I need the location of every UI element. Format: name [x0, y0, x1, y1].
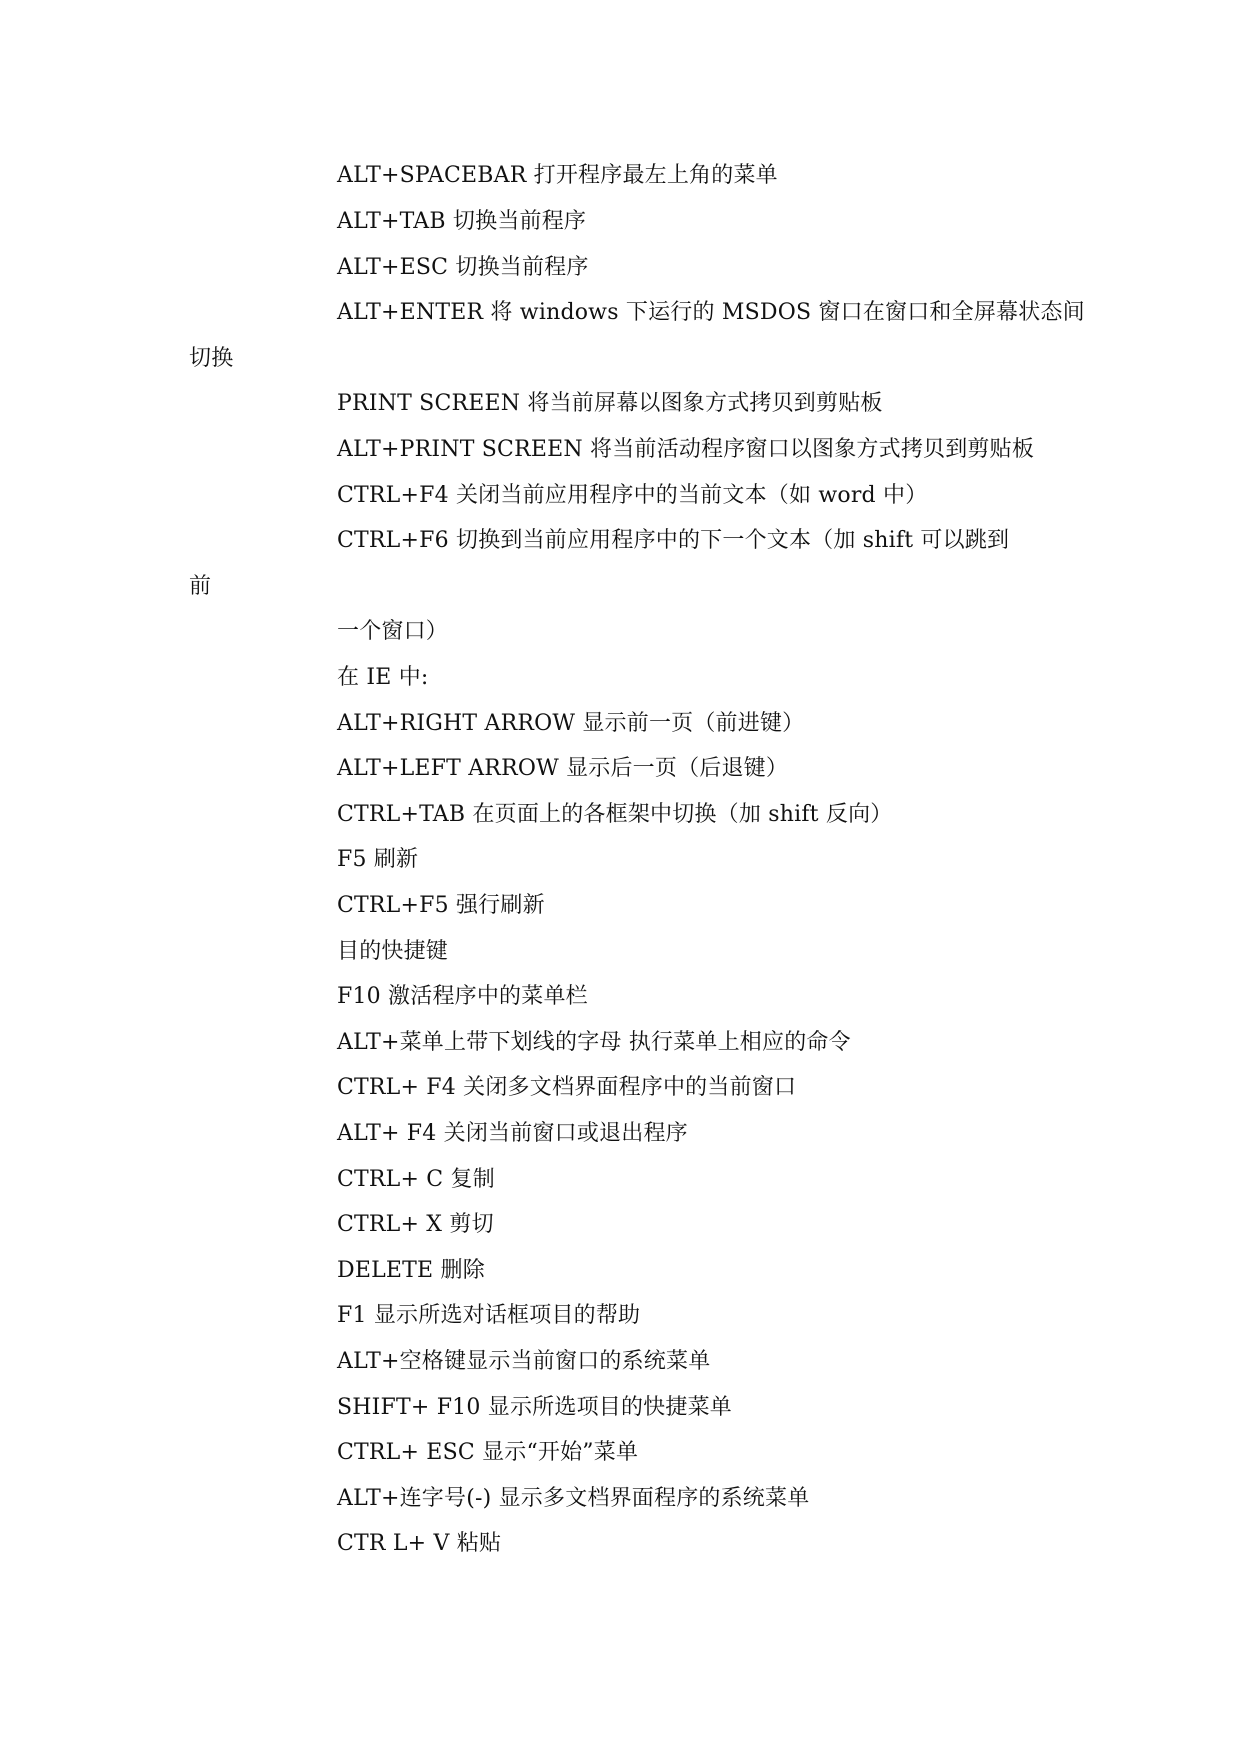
text-line: 一个窗口） [337, 619, 449, 644]
text-line: ALT+菜单上带下划线的字母 执行菜单上相应的命令 [337, 1030, 851, 1055]
text-line: ALT+连字号(-) 显示多文档界面程序的系统菜单 [337, 1486, 810, 1511]
text-line: F5 刷新 [337, 847, 419, 872]
text-line: SHIFT+ F10 显示所选项目的快捷菜单 [337, 1395, 732, 1420]
text-line: 目的快捷键 [337, 939, 449, 964]
text-line: ALT+PRINT SCREEN 将当前活动程序窗口以图象方式拷贝到剪贴板 [337, 437, 1035, 462]
text-line: DELETE 删除 [337, 1258, 485, 1283]
text-line: CTRL+TAB 在页面上的各框架中切换（加 shift 反向） [337, 802, 893, 827]
text-line: ALT+ F4 关闭当前窗口或退出程序 [337, 1121, 688, 1146]
text-line: ALT+ENTER 将 windows 下运行的 MSDOS 窗口在窗口和全屏幕状态间 [337, 300, 1085, 325]
text-line: CTRL+ F4 关闭多文档界面程序中的当前窗口 [337, 1075, 797, 1100]
text-line: PRINT SCREEN 将当前屏幕以图象方式拷贝到剪贴板 [337, 391, 883, 416]
text-line: CTRL+F6 切换到当前应用程序中的下一个文本（加 shift 可以跳到 [337, 528, 1010, 553]
text-line: 前 [189, 574, 212, 599]
text-line: F10 激活程序中的菜单栏 [337, 984, 588, 1009]
text-line: CTRL+F5 强行刷新 [337, 893, 545, 918]
text-line: ALT+LEFT ARROW 显示后一页（后退键） [337, 756, 789, 781]
text-line: F1 显示所选对话框项目的帮助 [337, 1303, 641, 1328]
text-line: CTRL+F4 关闭当前应用程序中的当前文本（如 word 中） [337, 483, 928, 508]
text-line: ALT+RIGHT ARROW 显示前一页（前进键） [337, 711, 805, 736]
text-line: ALT+ESC 切换当前程序 [337, 255, 589, 280]
text-line: ALT+SPACEBAR 打开程序最左上角的菜单 [337, 163, 778, 188]
text-line: 在 IE 中: [337, 665, 429, 690]
text-line: CTRL+ C 复制 [337, 1167, 495, 1192]
text-line: ALT+TAB 切换当前程序 [337, 209, 587, 234]
text-line: CTRL+ X 剪切 [337, 1212, 494, 1237]
text-line: CTR L+ V 粘贴 [337, 1531, 502, 1556]
text-line: ALT+空格键显示当前窗口的系统菜单 [337, 1349, 711, 1374]
text-line: 切换 [189, 346, 234, 371]
text-line: CTRL+ ESC 显示“开始”菜单 [337, 1440, 639, 1465]
